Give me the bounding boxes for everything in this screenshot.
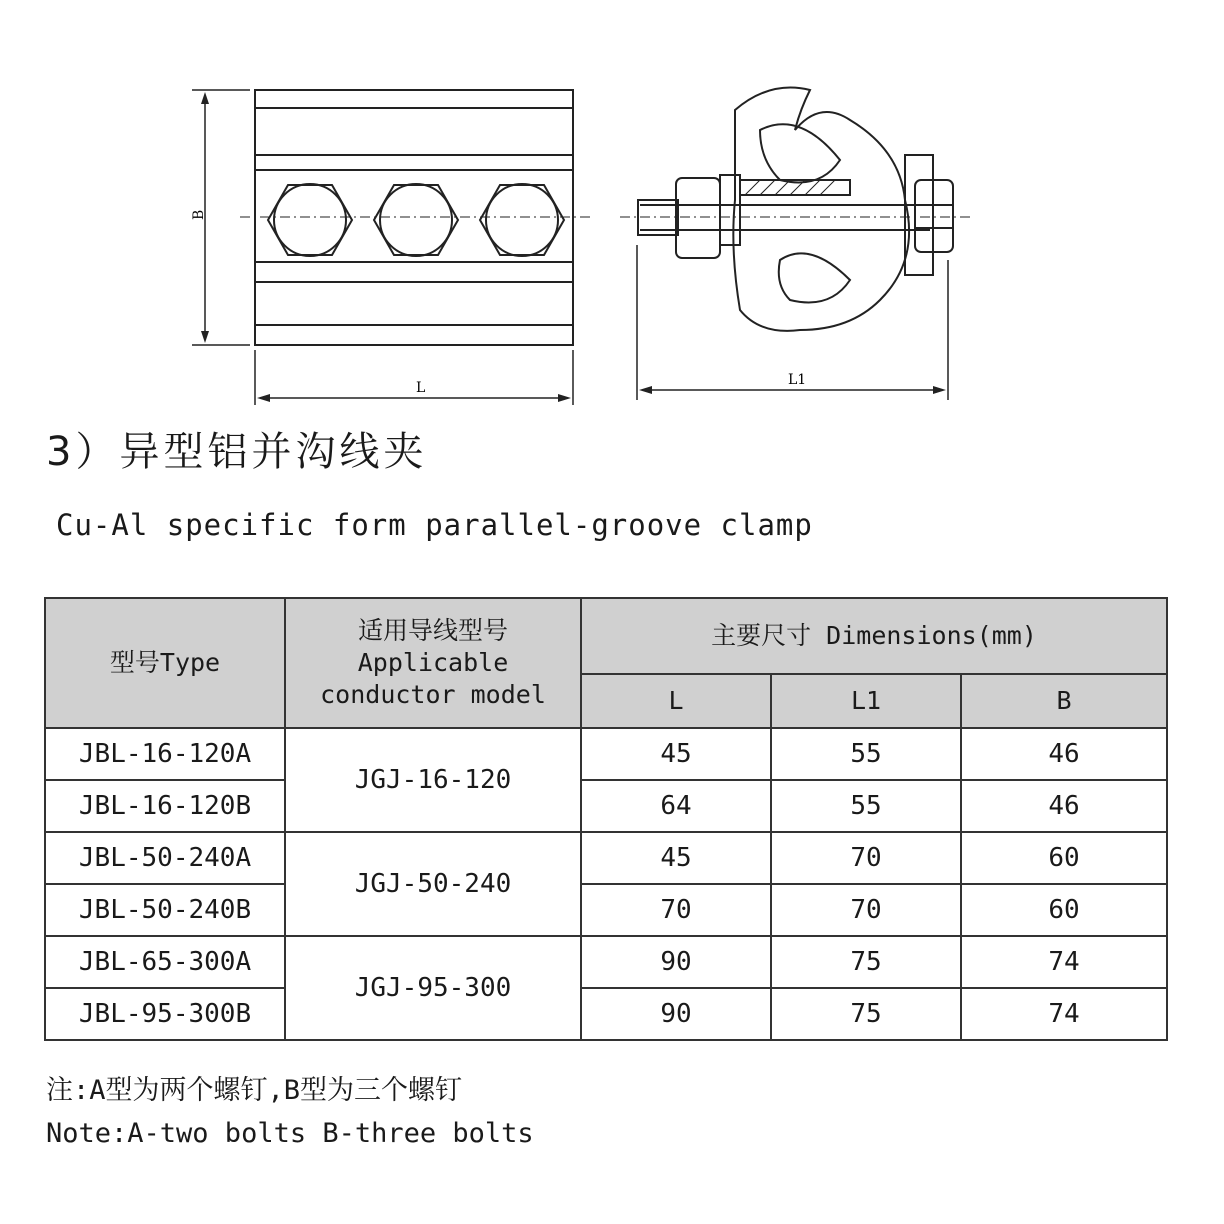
cell-l: 90 — [581, 936, 771, 988]
dimension-b-label: B — [191, 209, 207, 220]
cell-type: JBL-65-300A — [45, 936, 285, 988]
specification-table — [44, 597, 1168, 1041]
cell-type: JBL-50-240B — [45, 884, 285, 936]
cell-l: 45 — [581, 832, 771, 884]
header-conductor-cn: 适用导线型号 — [357, 616, 508, 645]
table-row — [45, 936, 1167, 988]
section-title-chinese: 3）异型铝并沟线夹 — [46, 429, 428, 475]
cell-l1: 75 — [771, 936, 961, 988]
cell-l: 70 — [581, 884, 771, 936]
table-row — [45, 884, 1167, 936]
bolt-head-3 — [480, 184, 564, 256]
cell-l1: 55 — [771, 728, 961, 780]
table-row — [45, 988, 1167, 1040]
table-row — [45, 832, 1167, 884]
cell-type: JBL-95-300B — [45, 988, 285, 1040]
cell-type: JBL-16-120B — [45, 780, 285, 832]
cell-b: 60 — [961, 884, 1167, 936]
table-row — [45, 780, 1167, 832]
header-col-b: B — [961, 674, 1167, 728]
note-english: Note:A-two bolts B-three bolts — [46, 1118, 534, 1149]
cell-type: JBL-16-120A — [45, 728, 285, 780]
cell-l1: 70 — [771, 832, 961, 884]
header-type: 型号Type — [45, 598, 285, 728]
header-col-l: L — [581, 674, 771, 728]
cell-l: 64 — [581, 780, 771, 832]
bolt-head-1 — [268, 184, 352, 256]
header-dimensions: 主要尺寸 Dimensions(mm) — [581, 598, 1167, 674]
dimension-l-label: L — [416, 380, 426, 396]
note-chinese: 注:A型为两个螺钉,B型为三个螺钉 — [46, 1075, 463, 1106]
cell-conductor: JGJ-50-240 — [285, 832, 581, 936]
clamp-technical-drawing — [180, 60, 980, 420]
cell-conductor: JGJ-95-300 — [285, 936, 581, 1040]
cell-l: 45 — [581, 728, 771, 780]
header-conductor — [285, 598, 581, 728]
dimension-l1-label: L1 — [788, 372, 807, 388]
cell-l: 90 — [581, 988, 771, 1040]
cell-b: 74 — [961, 936, 1167, 988]
cell-b: 46 — [961, 728, 1167, 780]
header-conductor-en: Applicable conductor model — [320, 648, 546, 709]
cell-l1: 70 — [771, 884, 961, 936]
cell-l1: 55 — [771, 780, 961, 832]
bolt-head-2 — [374, 184, 458, 256]
table-row — [45, 728, 1167, 780]
cell-l1: 75 — [771, 988, 961, 1040]
side-view — [620, 88, 970, 401]
section-title-english: Cu-Al specific form parallel-groove clamp — [56, 508, 813, 542]
cell-b: 60 — [961, 832, 1167, 884]
cell-b: 74 — [961, 988, 1167, 1040]
cell-type: JBL-50-240A — [45, 832, 285, 884]
cell-b: 46 — [961, 780, 1167, 832]
cell-conductor: JGJ-16-120 — [285, 728, 581, 832]
header-col-l1: L1 — [771, 674, 961, 728]
